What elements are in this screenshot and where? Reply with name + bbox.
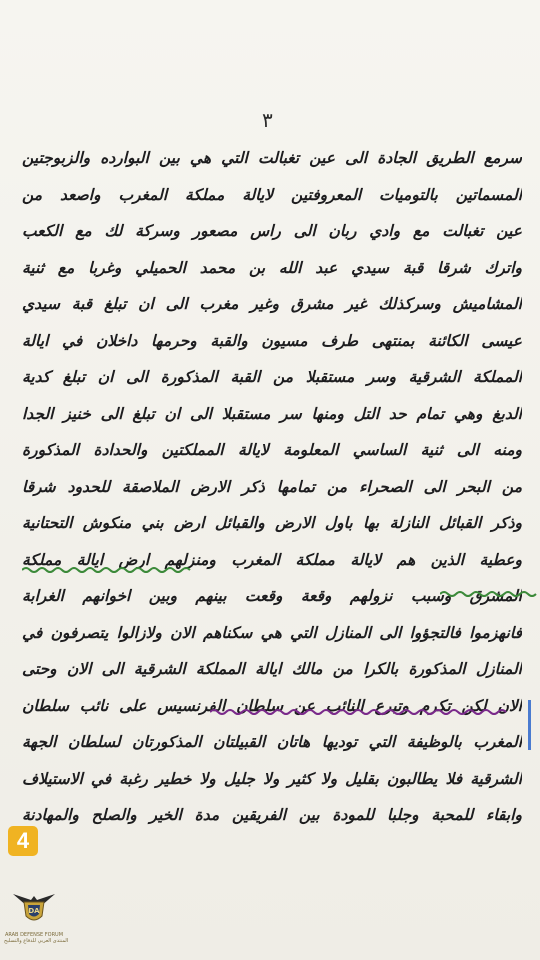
margin-blue-mark: [528, 700, 531, 750]
text-line: الدبغ وهي تمام حد التل ومنها سر مستقبلا الى ان تبلغ الى خنيز الجدا: [22, 404, 522, 423]
text-line: المملكة الشرقية وسر مستقبلا من القبة المذكورة الى ان تبلغ كدية: [22, 368, 522, 386]
green-highlight-mark: [440, 590, 540, 598]
text-line: الان لكن تكرم وتبرع النائب عن سلطان الفرنسيس على نائب سلطان: [22, 696, 522, 715]
text-line: واترك شرقا قبة سيدي عبد الله بن محمد الحميلي وغربا مع ثنية: [22, 258, 522, 277]
text-line: وذكر القبائل النازلة بها باول الارض والقبائل ارض بني منكوش التحتانية: [22, 514, 522, 532]
page-number: ٣: [262, 108, 273, 132]
text-line: الشرقية فلا يطالبون بقليل ولا كثير ولا جليل ولا خطير رغبة في الاستيلاف: [22, 769, 522, 788]
text-line: سرمع الطريق الجادة الى عين تغبالت التي هي بين البوارده والزبوجتين: [22, 149, 522, 167]
green-highlight-mark: [22, 566, 192, 574]
text-line: وعطية الذين هم لايالة مملكة المغرب ومنزلهم ارض ايالة مملكة: [22, 550, 522, 569]
text-line: المشرق وسبب نزولهم وقعة وقعت بينهم وبين اخوانهم الغرابة: [22, 587, 522, 605]
forum-watermark-logo: [4, 880, 69, 956]
text-line: المشاميش وسركذلك غير مشرق وغير مغرب الى ان تبلغ قبة سيدي: [22, 295, 522, 313]
text-line: عين تغبالت مع وادي ربان الى راس مصعور وسركة لك مع الكعب: [22, 222, 522, 240]
text-line: فانهزموا فالتجؤوا الى المنازل التي هي سكناهم الان ولازالوا يتصرفون في: [22, 623, 522, 642]
text-line: وابقاء للمحبة وجلبا للمودة بين الفريقين مدة الخير والصلح والمهادنة: [22, 806, 522, 824]
text-line: من البحر الى الصحراء من تمامها ذكر الارض الملاصقة للحدود شرقا: [22, 477, 522, 496]
text-line: عيسى الكائنة بمنتهى طرف مسيون والقبة وحرمها داخلان في ايالة: [22, 331, 522, 350]
text-line: المغرب بالوظيفة التي توديها هاتان القبيلتان المذكورتان لسلطان الجهة: [22, 733, 522, 751]
watermark-caption-arabic: المنتدى العربي للدفاع والتسليح: [4, 938, 69, 944]
text-line: المسماتين بالتوميات المعروفتين لايالة مملكة المغرب واصعد من: [22, 185, 522, 204]
purple-highlight-mark: [210, 708, 510, 716]
handwritten-text-block: [22, 140, 522, 834]
text-line: المنازل المذكورة بالكرا من مالك ايالة المملكة الشرقية الى الان وحتى: [22, 660, 522, 678]
svg-text:DA: DA: [28, 907, 40, 915]
watermark-caption: ARAB DEFENSE FORUM: [4, 932, 64, 938]
page-badge: 4: [8, 826, 38, 856]
eagle-shield-icon: [11, 880, 57, 928]
text-line: ومنه الى ثنية الساسي المعلومة لايالة المملكتين والحدادة المذكورة: [22, 441, 522, 459]
